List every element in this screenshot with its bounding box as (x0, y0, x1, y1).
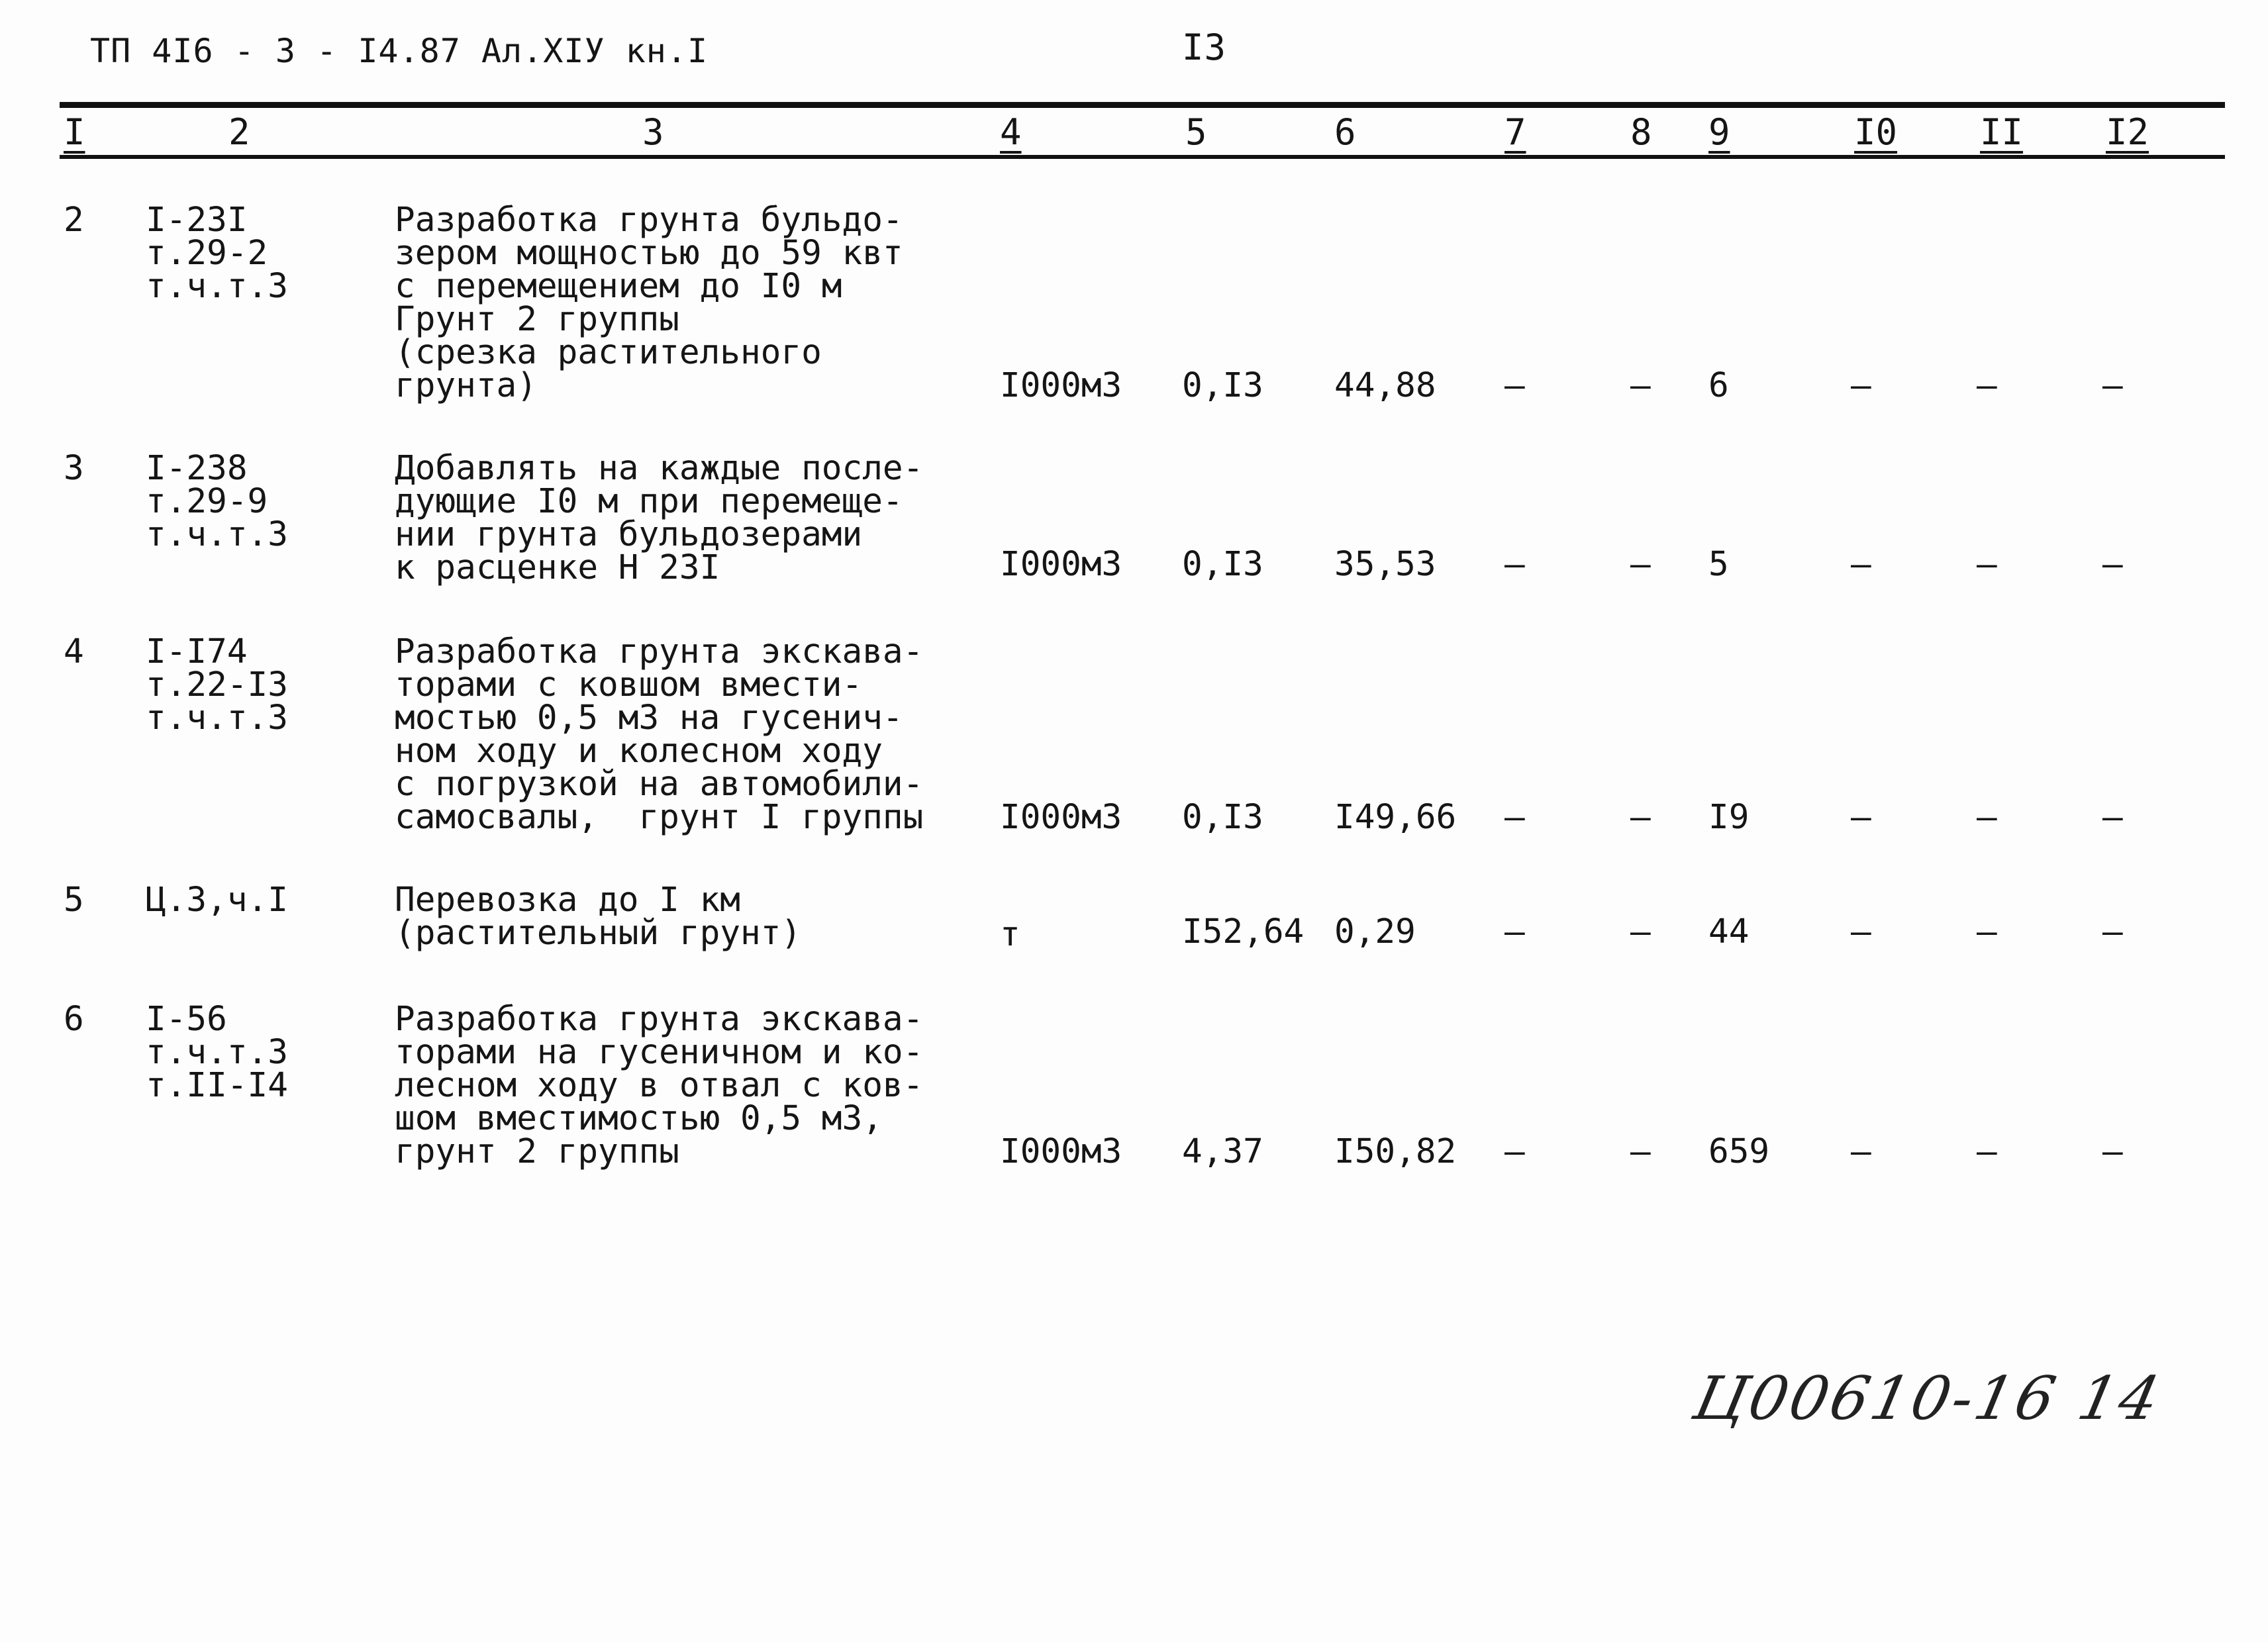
row-col-8: – (1630, 1132, 1651, 1171)
column-number-6: 6 (1334, 111, 1356, 153)
row-description: Перевозка до I км (растительный грунт) (395, 881, 802, 953)
row-col-7: – (1504, 1132, 1525, 1171)
row-col-8: – (1630, 798, 1651, 837)
row-col-7: – (1504, 912, 1525, 951)
row-col-10: – (1851, 366, 1871, 405)
row-col-9: I9 (1708, 798, 1750, 837)
column-number-11: II (1980, 111, 2024, 153)
row-unit: I000м3 (1000, 366, 1122, 405)
row-quantity: 0,I3 (1182, 366, 1263, 405)
column-number-9: 9 (1708, 111, 1730, 153)
row-reference: I-238 т.29-9 т.ч.т.3 (146, 449, 288, 554)
row-number: 6 (64, 1000, 84, 1039)
row-price: 35,53 (1334, 545, 1436, 584)
row-col-11: – (1977, 798, 1997, 837)
row-description: Разработка грунта бульдо- зером мощностью до 59 квт с перемещением до I0 м Грунт 2 группы (срезка растительного грунта) (395, 201, 903, 405)
top-rule (60, 102, 2225, 108)
row-col-12: – (2102, 366, 2123, 405)
row-price: 0,29 (1334, 912, 1416, 951)
page-number: I3 (1182, 26, 1227, 68)
row-price: I50,82 (1334, 1132, 1457, 1171)
row-col-10: – (1851, 798, 1871, 837)
row-unit: I000м3 (1000, 545, 1122, 584)
column-number-3: 3 (642, 111, 664, 153)
column-number-12: I2 (2106, 111, 2149, 153)
row-col-7: – (1504, 366, 1525, 405)
table-row (0, 1000, 2268, 1175)
row-col-9: 5 (1708, 545, 1729, 584)
row-col-10: – (1851, 912, 1871, 951)
row-col-11: – (1977, 912, 1997, 951)
row-reference: Ц.3,ч.I (146, 881, 288, 920)
row-col-12: – (2102, 1132, 2123, 1171)
row-col-11: – (1977, 545, 1997, 584)
row-quantity: I52,64 (1182, 912, 1305, 951)
column-number-2: 2 (228, 111, 250, 153)
row-description: Разработка грунта экскава- торами на гусеничном и ко- лесном ходу в отвал с ков- шом вместимостью 0,5 м3, грунт 2 группы (395, 1000, 924, 1171)
row-col-11: – (1977, 1132, 1997, 1171)
header-rule (60, 155, 2225, 159)
row-col-12: – (2102, 798, 2123, 837)
row-col-8: – (1630, 545, 1651, 584)
handwritten-code: Ц00610-16 (1687, 1364, 2064, 1433)
row-price: 44,88 (1334, 366, 1436, 405)
column-number-10: I0 (1854, 111, 1898, 153)
row-col-9: 6 (1708, 366, 1729, 405)
row-reference: I-23I т.29-2 т.ч.т.3 (146, 201, 288, 306)
row-number: 4 (64, 632, 84, 671)
row-quantity: 0,I3 (1182, 798, 1263, 837)
column-number-1: I (64, 111, 85, 153)
row-description: Разработка грунта экскава- торами с ковшом вмести- мостью 0,5 м3 на гусенич- ном ходу и колесном ходу с погрузкой на автомобили- самосвалы, грунт I группы (395, 632, 924, 837)
document-code: ТП 4I6 - 3 - I4.87 Ал.XIУ кн.I (90, 32, 709, 70)
row-col-7: – (1504, 545, 1525, 584)
row-quantity: 4,37 (1182, 1132, 1263, 1171)
row-col-9: 659 (1708, 1132, 1770, 1171)
row-col-12: – (2102, 545, 2123, 584)
row-number: 5 (64, 881, 84, 920)
row-col-10: – (1851, 545, 1871, 584)
row-unit: т (1000, 915, 1020, 954)
row-number: 2 (64, 201, 84, 240)
row-description: Добавлять на каждые после- дующие I0 м при перемеще- нии грунта бульдозерами к расценке Н 23I (395, 449, 924, 587)
row-unit: I000м3 (1000, 798, 1122, 837)
row-number: 3 (64, 449, 84, 488)
row-col-9: 44 (1708, 912, 1750, 951)
handwritten-page-number: 14 (2071, 1364, 2168, 1433)
row-reference: I-56 т.ч.т.3 т.II-I4 (146, 1000, 288, 1105)
column-number-5: 5 (1185, 111, 1207, 153)
row-unit: I000м3 (1000, 1132, 1122, 1171)
table-row (0, 201, 2268, 405)
row-reference: I-I74 т.22-I3 т.ч.т.3 (146, 632, 288, 738)
row-col-8: – (1630, 366, 1651, 405)
row-quantity: 0,I3 (1182, 545, 1263, 584)
row-col-7: – (1504, 798, 1525, 837)
row-col-8: – (1630, 912, 1651, 951)
table-row (0, 449, 2268, 587)
table-row (0, 632, 2268, 837)
column-number-8: 8 (1630, 111, 1652, 153)
column-number-7: 7 (1504, 111, 1526, 153)
row-col-12: – (2102, 912, 2123, 951)
column-number-4: 4 (1000, 111, 1022, 153)
row-price: I49,66 (1334, 798, 1457, 837)
row-col-11: – (1977, 366, 1997, 405)
table-row (0, 881, 2268, 957)
row-col-10: – (1851, 1132, 1871, 1171)
